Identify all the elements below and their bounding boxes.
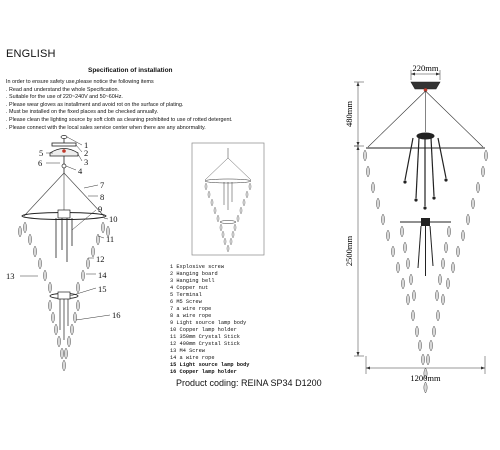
part-item: 4 Copper nut (170, 285, 209, 291)
part-item: 14 a wire rope (170, 355, 215, 361)
callout-12: 12 (96, 254, 105, 264)
instruction-line: . Must be installed on the fixed places and be checked annually. (6, 109, 159, 116)
part-item: 3 Hanging bell (170, 278, 215, 284)
dim-body-height: 2500mm (344, 235, 354, 267)
instruction-line: . Suitable for the use of 220~240V and 50~60Hz. (6, 94, 123, 101)
part-item: 13 M4 Screw (170, 348, 205, 354)
dim-rope-height: 480mm (344, 101, 354, 127)
part-item: 6 M5 Screw (170, 299, 202, 305)
callout-1: 1 (84, 140, 89, 150)
part-item: 9 Light source lamp body (170, 320, 247, 326)
part-item: 12 400mm Crystal Stick (170, 341, 240, 347)
callout-14: 14 (98, 270, 107, 280)
callout-16: 16 (112, 310, 121, 320)
dimensioned-drawing (344, 63, 488, 393)
callout-6: 6 (38, 158, 43, 168)
callout-5: 5 (39, 148, 44, 158)
callout-15: 15 (98, 284, 107, 294)
part-item: 15 Light source lamp body (170, 362, 250, 368)
callout-10: 10 (109, 214, 118, 224)
callout-8: 8 (100, 192, 105, 202)
dim-overall-width: 1200mm (410, 373, 441, 383)
callout-9: 9 (98, 204, 103, 214)
callout-2: 2 (84, 148, 89, 158)
part-item: 11 350mm Crystal Stick (170, 334, 240, 340)
instruction-line: . Read and understand the whole Specification. (6, 86, 119, 93)
reference-thumbnail (192, 143, 264, 255)
part-item: 8 a wire rope (170, 313, 212, 319)
spec-title: Specification of installation (88, 67, 173, 74)
instruction-line: . Please clean the lighting source by soft cloth as cleaning prohibited to use of rotted detergent. (6, 116, 233, 123)
callout-4: 4 (78, 166, 83, 176)
instruction-line: . Please connect with the local sales service center when there are any abnormality. (6, 124, 206, 131)
callout-13: 13 (6, 271, 15, 281)
callout-11: 11 (106, 234, 115, 244)
part-item: 1 Explosive screw (170, 264, 225, 270)
callout-3: 3 (84, 157, 89, 167)
product-coding: Product coding: REINA SP34 D1200 (176, 378, 322, 388)
part-item: 2 Hanging board (170, 271, 218, 277)
part-item: 5 Terminal (170, 292, 202, 298)
instruction-line: . Please wear gloves as installment and avoid rot on the surface of plating. (6, 101, 184, 108)
instruction-line: In order to ensure safety use,please notice the following items (6, 79, 154, 85)
part-item: 10 Copper lamp holder (170, 327, 237, 333)
part-item: 16 Copper lamp holder (170, 369, 237, 375)
part-item: 7 a wire rope (170, 306, 212, 312)
callout-7: 7 (100, 180, 105, 190)
language-heading: ENGLISH (6, 48, 56, 60)
dim-top-width: 220mm (412, 63, 439, 73)
hanging-board-shape (52, 143, 76, 146)
